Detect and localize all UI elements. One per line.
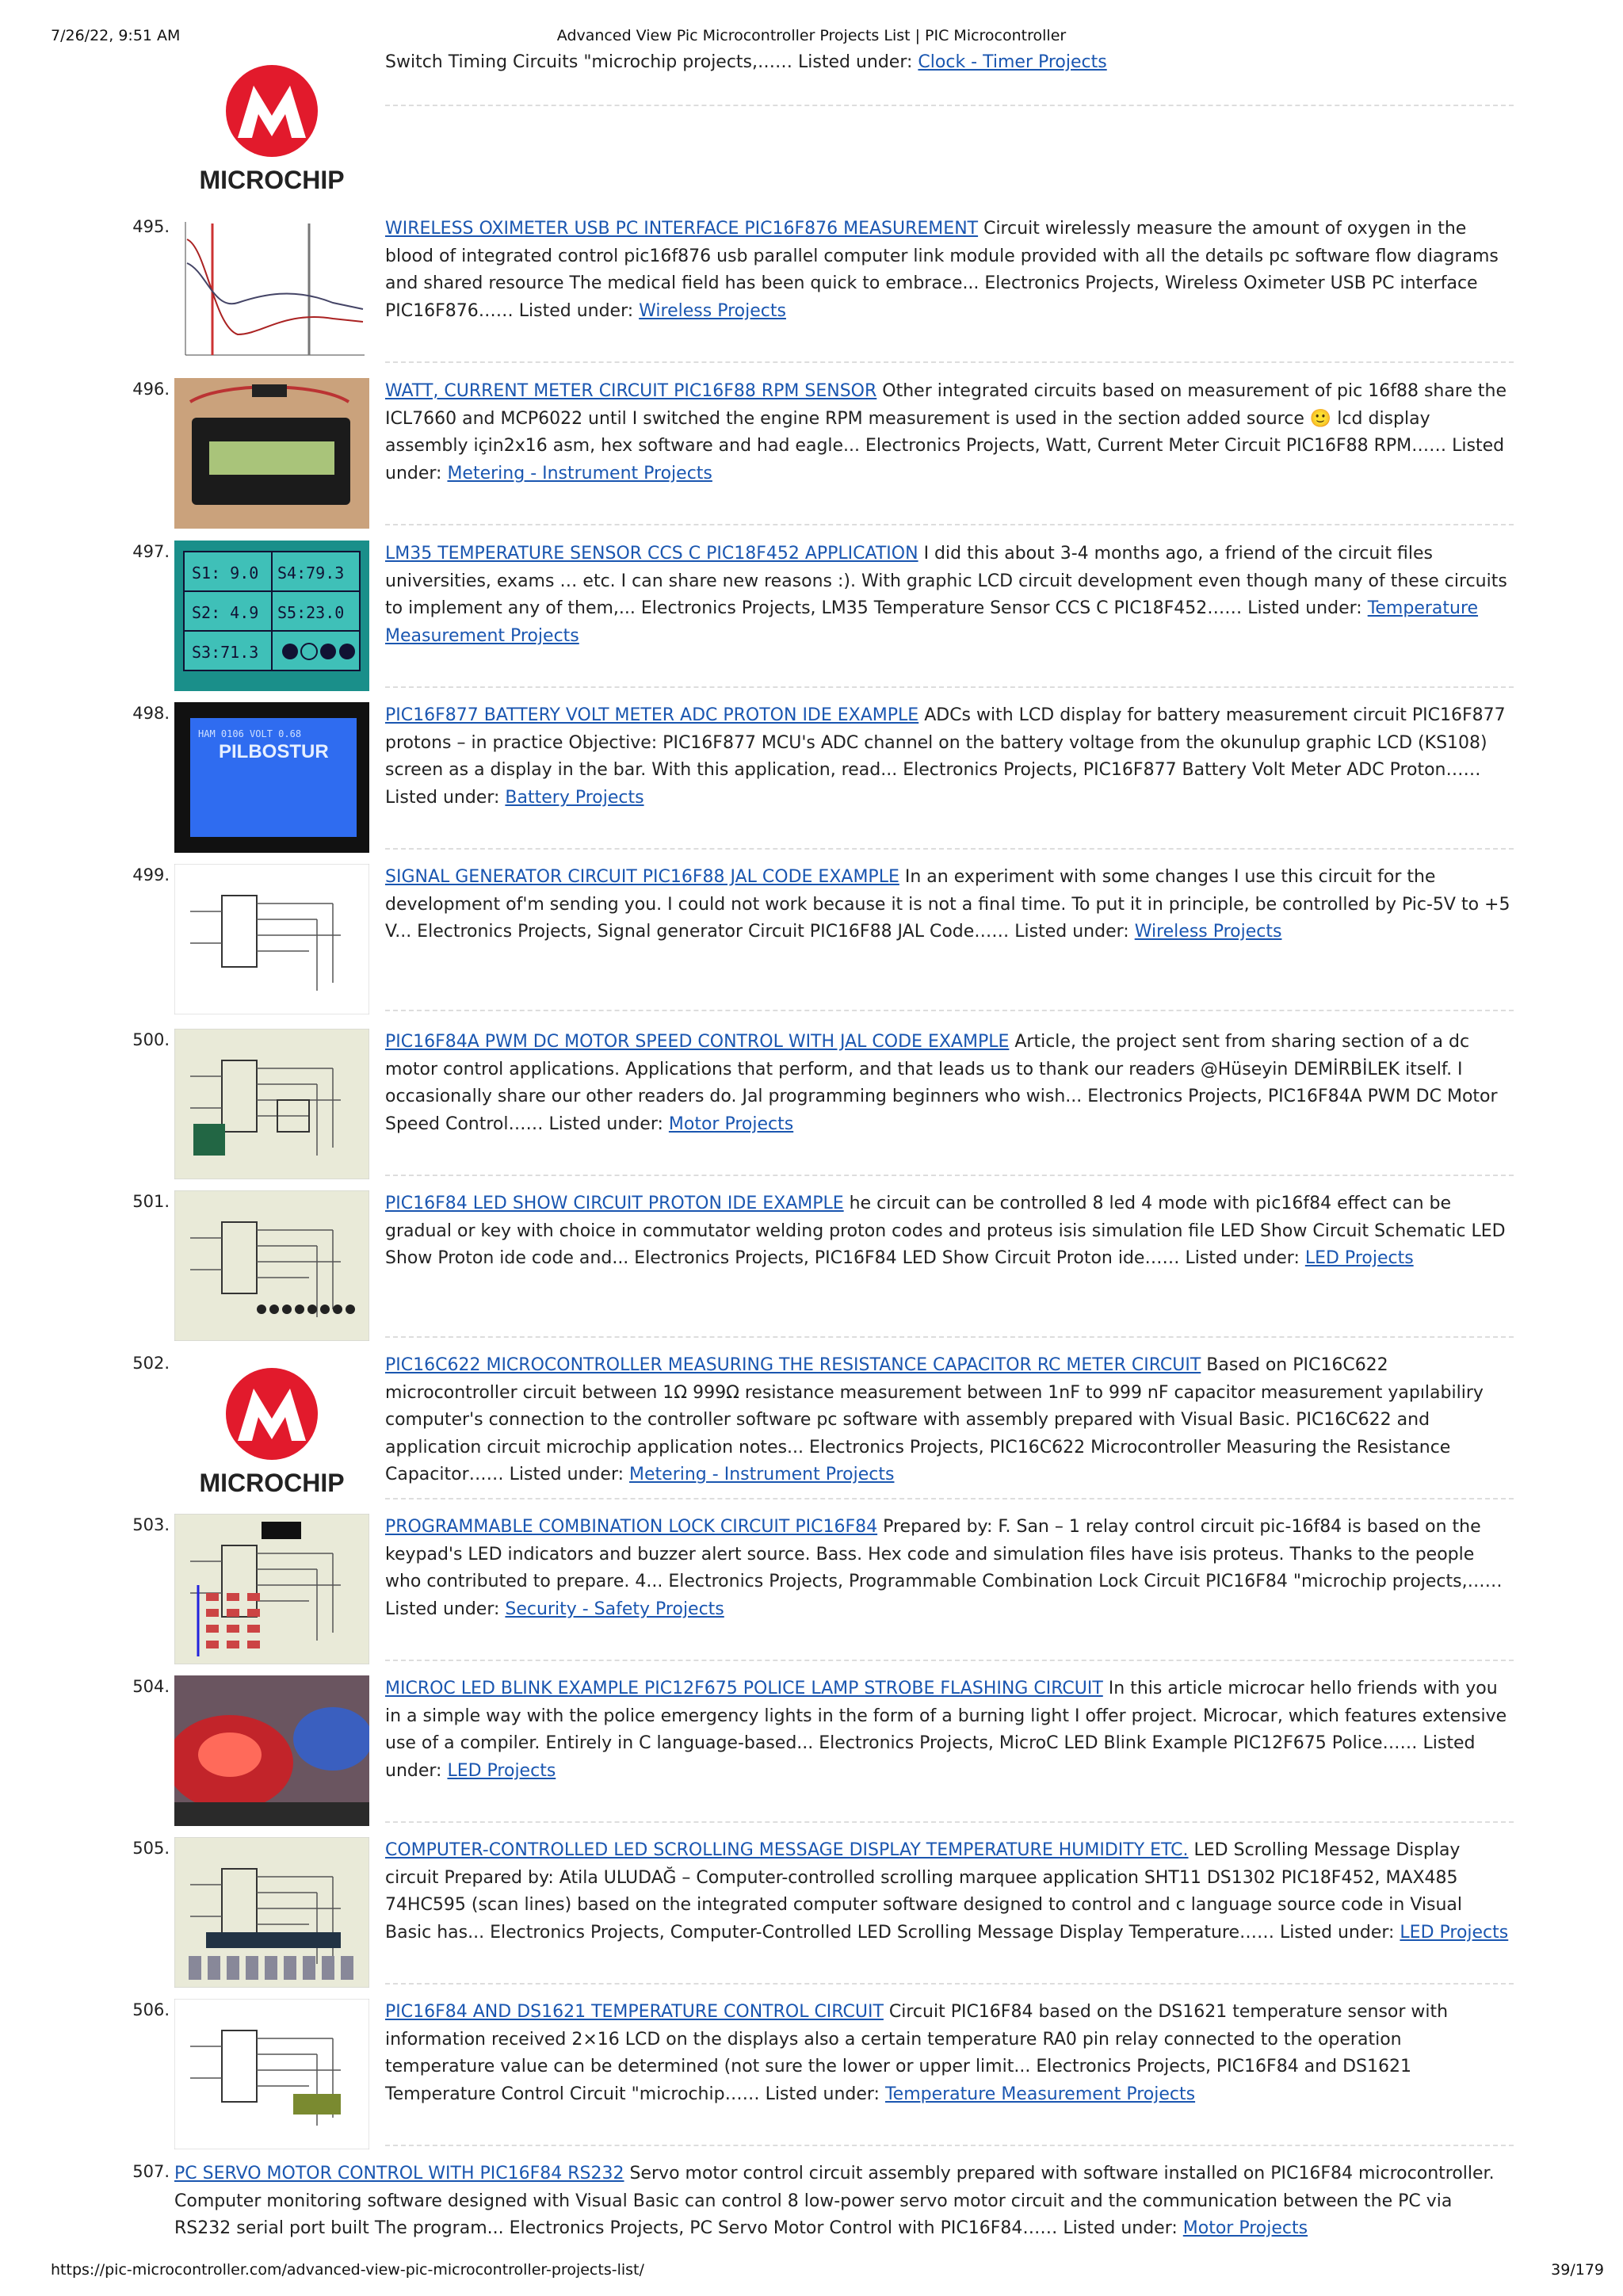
svg-text:S4:79.3: S4:79.3 [277, 563, 345, 583]
entry-number: 500. [132, 1030, 170, 1049]
project-description: LED Scrolling Message Display circuit Prepared by: Atila ULUDAĞ – Computer-controlled scrolling marquee application SHT11 DS1302 PIC18F452, MAX485 74HC595 (scan lines) based on the integrated computer software designed to control and c language source code in Visual Basic has... Electronics Projects, Computer-Controlled LED Scrolling Message Display Temperature…… Listed under: [385, 1840, 1462, 1943]
entry-divider [385, 1498, 1514, 1499]
project-title-link[interactable]: LM35 TEMPERATURE SENSOR CCS C PIC18F452 APPLICATION [385, 544, 918, 563]
category-link[interactable]: Battery Projects [505, 787, 644, 808]
logo-wordmark: MICROCHIP [199, 166, 345, 194]
project-thumbnail[interactable] [174, 1190, 369, 1341]
circuit-schematic-icon [174, 864, 369, 1014]
entry-divider [385, 1821, 1514, 1823]
entry-number: 498. [132, 704, 170, 723]
category-link[interactable]: LED Projects [447, 1760, 556, 1781]
project-entry [119, 1675, 1514, 1826]
entry-text [385, 1837, 1514, 1946]
entry-number: 495. [132, 217, 170, 236]
project-title-link[interactable]: MICROC LED BLINK EXAMPLE PIC12F675 POLICE LAMP STROBE FLASHING CIRCUIT [385, 1679, 1103, 1698]
project-title-link[interactable]: PIC16F84A PWM DC MOTOR SPEED CONTROL WITH JAL CODE EXAMPLE [385, 1032, 1010, 1052]
project-thumbnail[interactable] [174, 864, 369, 1014]
project-thumbnail[interactable] [174, 216, 369, 366]
entry-number: 499. [132, 865, 170, 884]
project-thumbnail[interactable] [174, 1352, 369, 1503]
project-description: Switch Timing Circuits "microchip projects,…… Listed under: [385, 52, 918, 72]
entry-text [385, 378, 1514, 487]
project-description: Other integrated circuits based on measurement of pic 16f88 share the ICL7660 and MCP6022 until I switched the engine RPM measurement is used in the section added source 🙂 lcd display assembly için2x16 asm, hex software and had eagle... Electronics Projects, Watt, Current Meter Circuit PIC16F88 RPM…… Listed under: [385, 381, 1507, 483]
project-title-link[interactable]: PIC16C622 MICROCONTROLLER MEASURING THE RESISTANCE CAPACITOR RC METER CIRCUIT [385, 1355, 1201, 1375]
entry-text [385, 1675, 1514, 1785]
project-thumbnail[interactable] [174, 378, 369, 529]
project-title-link[interactable]: SIGNAL GENERATOR CIRCUIT PIC16F88 JAL CODE EXAMPLE [385, 867, 899, 887]
project-entry [119, 2160, 1514, 2256]
project-thumbnail[interactable] [174, 49, 369, 200]
entry-divider [385, 105, 1514, 106]
entry-text [385, 1029, 1514, 1138]
project-description: In an experiment with some changes I use this circuit for the development of'm sending you. I could not work because it is not a final time. To put it in principle, be controlled by Pic-5V to +5 V... Electronics Projects, Signal generator Circuit PIC16F88 JAL Code…… Listed under: [385, 867, 1510, 942]
entry-number: 507. [132, 2162, 170, 2181]
project-entry [119, 1190, 1514, 1341]
project-thumbnail[interactable] [174, 1837, 369, 1988]
category-link[interactable]: LED Projects [1304, 1248, 1414, 1268]
print-date: 7/26/22, 9:51 AM [51, 27, 181, 44]
entry-divider [385, 1336, 1514, 1338]
project-title-link[interactable]: PIC16F877 BATTERY VOLT METER ADC PROTON IDE EXAMPLE [385, 705, 919, 725]
project-description: he circuit can be controlled 8 led 4 mode with pic16f84 effect can be gradual or key with choice in commutator welding proton codes and proteus isis simulation file LED Show Circuit Schematic LED Show Proton ide code and... Electronics Projects, PIC16F84 LED Show Circuit Proton ide…… Listed under: [385, 1194, 1506, 1268]
project-thumbnail[interactable] [174, 1514, 369, 1664]
entry-number: 506. [132, 2000, 170, 2019]
circuit-schematic-icon [174, 1837, 369, 1988]
category-link[interactable]: Metering - Instrument Projects [447, 463, 712, 483]
page-number: 39/179 [1551, 2261, 1604, 2279]
project-thumbnail[interactable] [174, 1675, 369, 1826]
project-title-link[interactable]: PIC16F84 LED SHOW CIRCUIT PROTON IDE EXAMPLE [385, 1194, 844, 1213]
project-description: I did this about 3-4 months ago, a friend of the circuit files universities, exams … etc. I can share new reasons :). With graphic LCD circuit development even though many of these circuits to implement any of them,... Electronics Projects, LM35 Temperature Sensor CCS C PIC18F452…… Listed under: [385, 544, 1507, 618]
project-thumbnail[interactable] [174, 1029, 369, 1179]
project-description: Circuit wirelessly measure the amount of oxygen in the blood of integrated control pic16f876 usb parallel computer link module provided with all the details pc software flow diagrams and shared resource The medical field has been quick to embrace... Electronics Projects, Wireless Oximeter USB PC interface PIC16F876…… Listed under: [385, 219, 1499, 321]
circuit-schematic-icon [174, 1029, 369, 1179]
entry-number: 503. [132, 1515, 170, 1534]
project-entry [119, 1029, 1514, 1179]
meter-device-icon [174, 378, 369, 529]
entry-number: 502. [132, 1354, 170, 1373]
entry-number: 497. [132, 542, 170, 561]
microchip-logo-icon [174, 49, 369, 200]
project-description: Servo motor control circuit assembly prepared with software installed on PIC16F84 microcontroller. Computer monitoring software designed with Visual Basic can control 8 low-power servo motor circuit and the communication between the PC via RS232 serial port built The program... Electronics Projects, PC Servo Motor Control with PIC16F84…… Listed under: [174, 2164, 1495, 2238]
entry-text [385, 1190, 1514, 1273]
entry-divider [385, 686, 1514, 688]
entry-number: 504. [132, 1677, 170, 1696]
project-entry [119, 49, 1514, 200]
entry-text [385, 216, 1514, 325]
entry-number: 501. [132, 1192, 170, 1211]
page-url: https://pic-microcontroller.com/advanced-view-pic-microcontroller-projects-list/ [51, 2261, 644, 2279]
entry-divider [385, 1660, 1514, 1661]
entry-text [385, 1999, 1514, 2108]
project-description: ADCs with LCD display for battery measurement circuit PIC16F877 protons – in practice Objective: PIC16F877 MCU's ADC channel on the battery voltage from the okunulup graphic LCD (KS108) screen as a display in the bar. With this application, read... Electronics Projects, PIC16F877 Battery Volt Meter ADC Proton…… Listed under: [385, 705, 1506, 808]
category-link[interactable]: LED Projects [1400, 1922, 1509, 1943]
category-link[interactable]: Temperature Measurement Projects [385, 598, 1479, 646]
category-link[interactable]: Clock - Timer Projects [918, 52, 1107, 72]
police-lamp-icon [174, 1675, 369, 1826]
circuit-schematic-icon [174, 1514, 369, 1664]
circuit-schematic-icon [174, 1190, 369, 1341]
print-page-title: Advanced View Pic Microcontroller Projects List | PIC Microcontroller [556, 27, 1067, 44]
project-description: In this article microcar hello friends with you in a simple way with the police emergency lights in the form of a burning light I offer project. Microcar, which features extensive use of a compiler. Entirely in C language-based... Electronics Projects, MicroC LED Blink Example PIC12F675 Police…… Listed under: [385, 1679, 1507, 1781]
svg-text:S3:71.3: S3:71.3 [192, 643, 259, 662]
svg-text:PILBOSTUR: PILBOSTUR [219, 741, 329, 762]
project-entry [119, 702, 1514, 853]
circuit-schematic-icon [174, 1999, 369, 2149]
svg-text:S1: 9.0: S1: 9.0 [192, 563, 259, 583]
project-description: Circuit PIC16F84 based on the DS1621 temperature sensor with information received 2×16 LCD on the displays also a certain temperature RA0 pin relay connected to the operation temperature value can be determined (not sure the lower or upper limit... Electronics Projects, PIC16F84 and DS1621 Temperature Control Circuit "microchip…… Listed under: [385, 2002, 1449, 2104]
project-thumbnail[interactable] [174, 541, 369, 691]
project-description: Based on PIC16C622 microcontroller circuit between 1Ω 999Ω resistance measurement between 1nF to 999 nF capacitor measurement yapılabiliry computer's connection to the controller software pc software with assembly prepared with Visual Basic. PIC16C622 and application circuit microchip application notes... Electronics Projects, PIC16C622 Microcontroller Measuring the Resistance Capacitor…… Listed under: [385, 1355, 1484, 1484]
print-header [0, 27, 1623, 51]
project-description: Article, the project sent from sharing section of a dc motor control applications. Applications that perform, and that leads us to thank our readers @Hüseyin DEMİRBİLEK itself. I occasionally share our other readers do. Jal programming beginners who wish... Electronics Projects, PIC16F84A PWM DC Motor Speed Control…… Listed under: [385, 1032, 1498, 1134]
svg-text:S2: 4.9: S2: 4.9 [192, 603, 259, 622]
category-link[interactable]: Motor Projects [1182, 2218, 1308, 2238]
project-entry [119, 1514, 1514, 1664]
entry-number: 505. [132, 1839, 170, 1858]
entry-text [385, 864, 1514, 946]
entry-divider [385, 848, 1514, 850]
logo-wordmark: MICROCHIP [199, 1469, 345, 1497]
entry-divider [385, 1983, 1514, 1985]
entry-text [385, 49, 1514, 77]
entry-divider [385, 361, 1514, 363]
project-description: Prepared by: F. San – 1 relay control circuit pic-16f84 is based on the keypad's LED indicators and buzzer alert source. Bass. Hex code and simulation files have isis proteus. Thanks to the people who contributed to prepare. 4... Electronics Projects, Programmable Combination Lock Circuit PIC16F84 "microchip projects,…… Listed under: [385, 1517, 1503, 1619]
entry-number: 496. [132, 380, 170, 399]
project-thumbnail[interactable] [174, 1999, 369, 2149]
project-entry [119, 1837, 1514, 1988]
microchip-logo-icon [174, 1352, 369, 1503]
blue-lcd-icon [174, 702, 369, 853]
project-title-link[interactable]: PIC16F84 AND DS1621 TEMPERATURE CONTROL CIRCUIT [385, 2002, 884, 2022]
project-entry [119, 541, 1514, 691]
entry-divider [385, 524, 1514, 525]
entry-text [385, 1352, 1514, 1489]
project-title-link[interactable]: PC SERVO MOTOR CONTROL WITH PIC16F84 RS232 [174, 2164, 624, 2183]
project-title-link[interactable]: WIRELESS OXIMETER USB PC INTERFACE PIC16F876 MEASUREMENT [385, 219, 979, 239]
entry-text [385, 1514, 1514, 1623]
category-link[interactable]: Wireless Projects [1134, 922, 1282, 942]
entry-divider [385, 1010, 1514, 1011]
entry-text [385, 702, 1514, 812]
category-link[interactable]: Temperature Measurement Projects [884, 2084, 1196, 2104]
svg-text:S5:23.0: S5:23.0 [277, 603, 345, 622]
entry-text [174, 2160, 1514, 2243]
project-title-link[interactable]: WATT, CURRENT METER CIRCUIT PIC16F88 RPM SENSOR [385, 381, 877, 401]
category-link[interactable]: Metering - Instrument Projects [629, 1465, 895, 1484]
graphic-lcd-icon [174, 541, 369, 691]
svg-text:HAM 0106 VOLT 0.68: HAM 0106 VOLT 0.68 [198, 728, 302, 739]
project-entry [119, 1352, 1514, 1503]
entry-divider [385, 2145, 1514, 2146]
category-link[interactable]: Motor Projects [668, 1114, 794, 1134]
project-title-link[interactable]: COMPUTER-CONTROLLED LED SCROLLING MESSAGE DISPLAY TEMPERATURE HUMIDITY ETC. [385, 1840, 1189, 1860]
entry-text [385, 541, 1514, 650]
absorption-graph-icon [174, 216, 369, 366]
category-link[interactable]: Security - Safety Projects [505, 1599, 724, 1619]
project-entry [119, 864, 1514, 1014]
project-thumbnail[interactable] [174, 702, 369, 853]
project-title-link[interactable]: PROGRAMMABLE COMBINATION LOCK CIRCUIT PIC16F84 [385, 1517, 878, 1537]
project-entry [119, 216, 1514, 366]
entry-divider [385, 1175, 1514, 1176]
category-link[interactable]: Wireless Projects [639, 300, 786, 321]
project-entry [119, 378, 1514, 529]
project-entry [119, 1999, 1514, 2149]
